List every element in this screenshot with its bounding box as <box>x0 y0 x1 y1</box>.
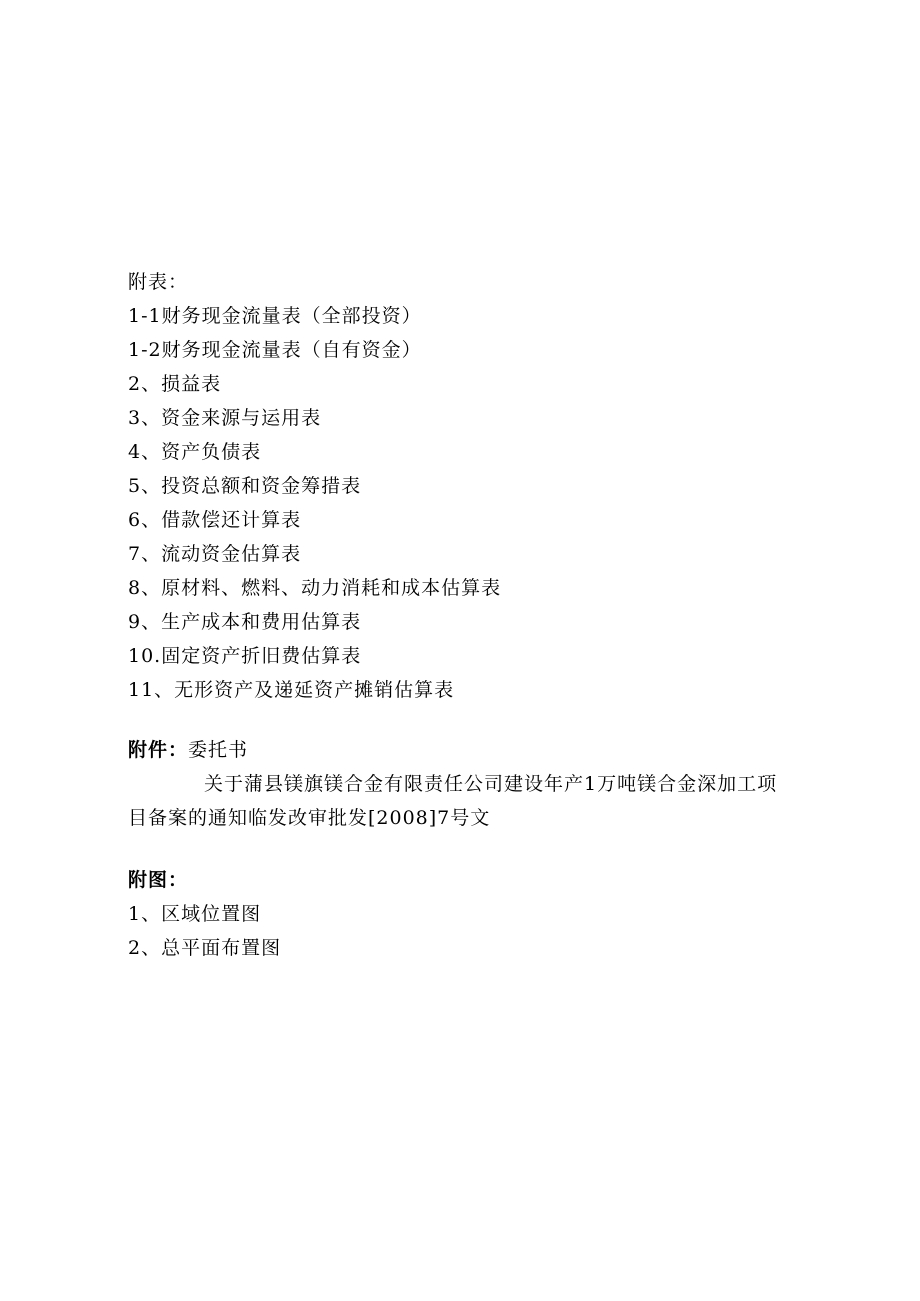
appendix-table-item: 10.固定资产折旧费估算表 <box>128 645 362 667</box>
appendix-figures-section <box>128 863 808 965</box>
attachments-heading: 附件： <box>128 739 189 761</box>
attachments-heading-line <box>128 733 808 767</box>
appendix-table-item: 1-2财务现金流量表（自有资金） <box>128 339 422 361</box>
appendix-table-item: 9、生产成本和费用估算表 <box>128 611 362 633</box>
appendix-table-item: 8、原材料、燃料、动力消耗和成本估算表 <box>128 577 502 599</box>
appendix-table-item: 5、投资总额和资金筹措表 <box>128 475 362 497</box>
appendix-figures-heading: 附图： <box>128 869 189 891</box>
appendix-table-item: 4、资产负债表 <box>128 441 262 463</box>
appendix-table-item: 6、借款偿还计算表 <box>128 509 302 531</box>
appendix-table-item: 3、资金来源与运用表 <box>128 407 322 429</box>
appendix-table-item: 7、流动资金估算表 <box>128 543 302 565</box>
appendix-figure-item: 1、区域位置图 <box>128 903 262 925</box>
appendix-figure-item: 2、总平面布置图 <box>128 937 282 959</box>
appendix-table-item: 1-1财务现金流量表（全部投资） <box>128 305 422 327</box>
appendix-table-item: 2、损益表 <box>128 373 222 395</box>
attachment-item-entrustment: 委托书 <box>188 739 249 761</box>
appendix-table-item: 11、无形资产及递延资产摊销估算表 <box>128 679 455 701</box>
attachments-section <box>128 733 808 835</box>
appendix-tables-section <box>128 265 808 707</box>
attachment-notice-paragraph: 关于蒲县镁旗镁合金有限责任公司建设年产1万吨镁合金深加工项目备案的通知临发改审批发[2008]7号文 <box>128 773 778 829</box>
appendix-tables-heading: 附表： <box>128 271 189 293</box>
